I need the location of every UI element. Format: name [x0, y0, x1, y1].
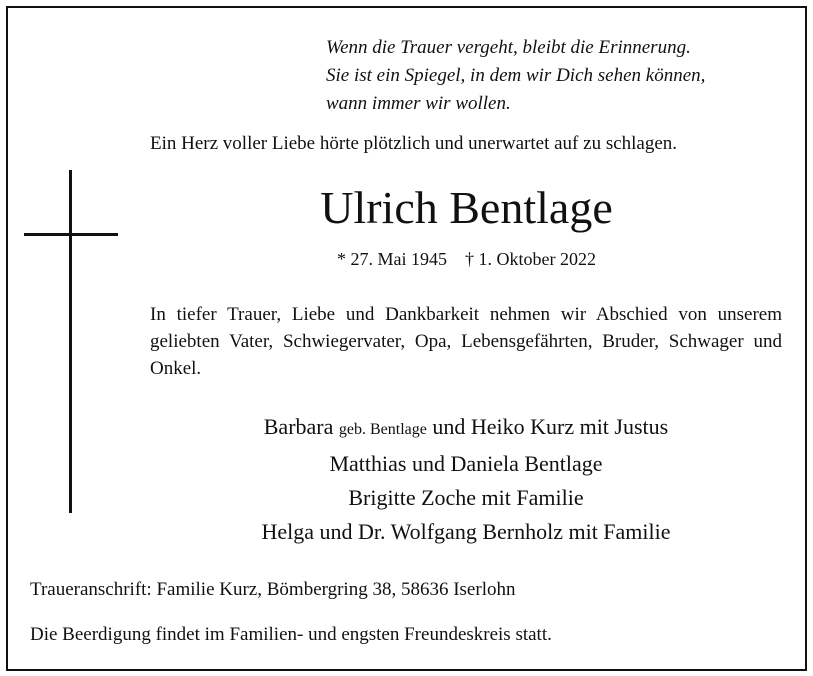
mourners-list	[150, 410, 782, 549]
mourner-line: Brigitte Zoche mit Familie	[348, 485, 584, 510]
deceased-name: Ulrich Bentlage	[320, 182, 613, 233]
mourner-name-rest: und Heiko Kurz mit Justus	[432, 414, 669, 439]
birth-date: * 27. Mai 1945	[337, 249, 447, 269]
mourner-line	[150, 410, 782, 447]
memorial-quote	[326, 34, 796, 118]
farewell-text: In tiefer Trauer, Liebe und Dankbarkeit nehmen wir Abschied von unserem geliebten Vater, Schwiegervater, Opa, Lebensgefährten, Bruder, Schwager und Onkel.	[150, 304, 782, 379]
death-date: † 1. Oktober 2022	[465, 249, 596, 269]
intro-text: Ein Herz voller Liebe hörte plötzlich und unerwartet auf zu schlagen.	[150, 133, 678, 154]
mourner-name: Barbara	[263, 414, 334, 439]
quote-line: Wenn die Trauer vergeht, bleibt die Erinnerung.	[326, 37, 691, 58]
quote-line: wann immer wir wollen.	[326, 93, 511, 114]
quote-line: Sie ist ein Spiegel, in dem wir Dich sehen können,	[326, 65, 706, 86]
mourner-line: Matthias und Daniela Bentlage	[329, 451, 603, 476]
mourner-line: Helga und Dr. Wolfgang Bernholz mit Familie	[261, 519, 671, 544]
funeral-note: Die Beerdigung findet im Familien- und engsten Freundeskreis statt.	[30, 624, 552, 645]
mourning-address: Traueranschrift: Familie Kurz, Bömbergring 38, 58636 Iserlohn	[30, 579, 516, 600]
maiden-name: geb. Bentlage	[338, 421, 427, 438]
life-dates	[0, 246, 813, 272]
